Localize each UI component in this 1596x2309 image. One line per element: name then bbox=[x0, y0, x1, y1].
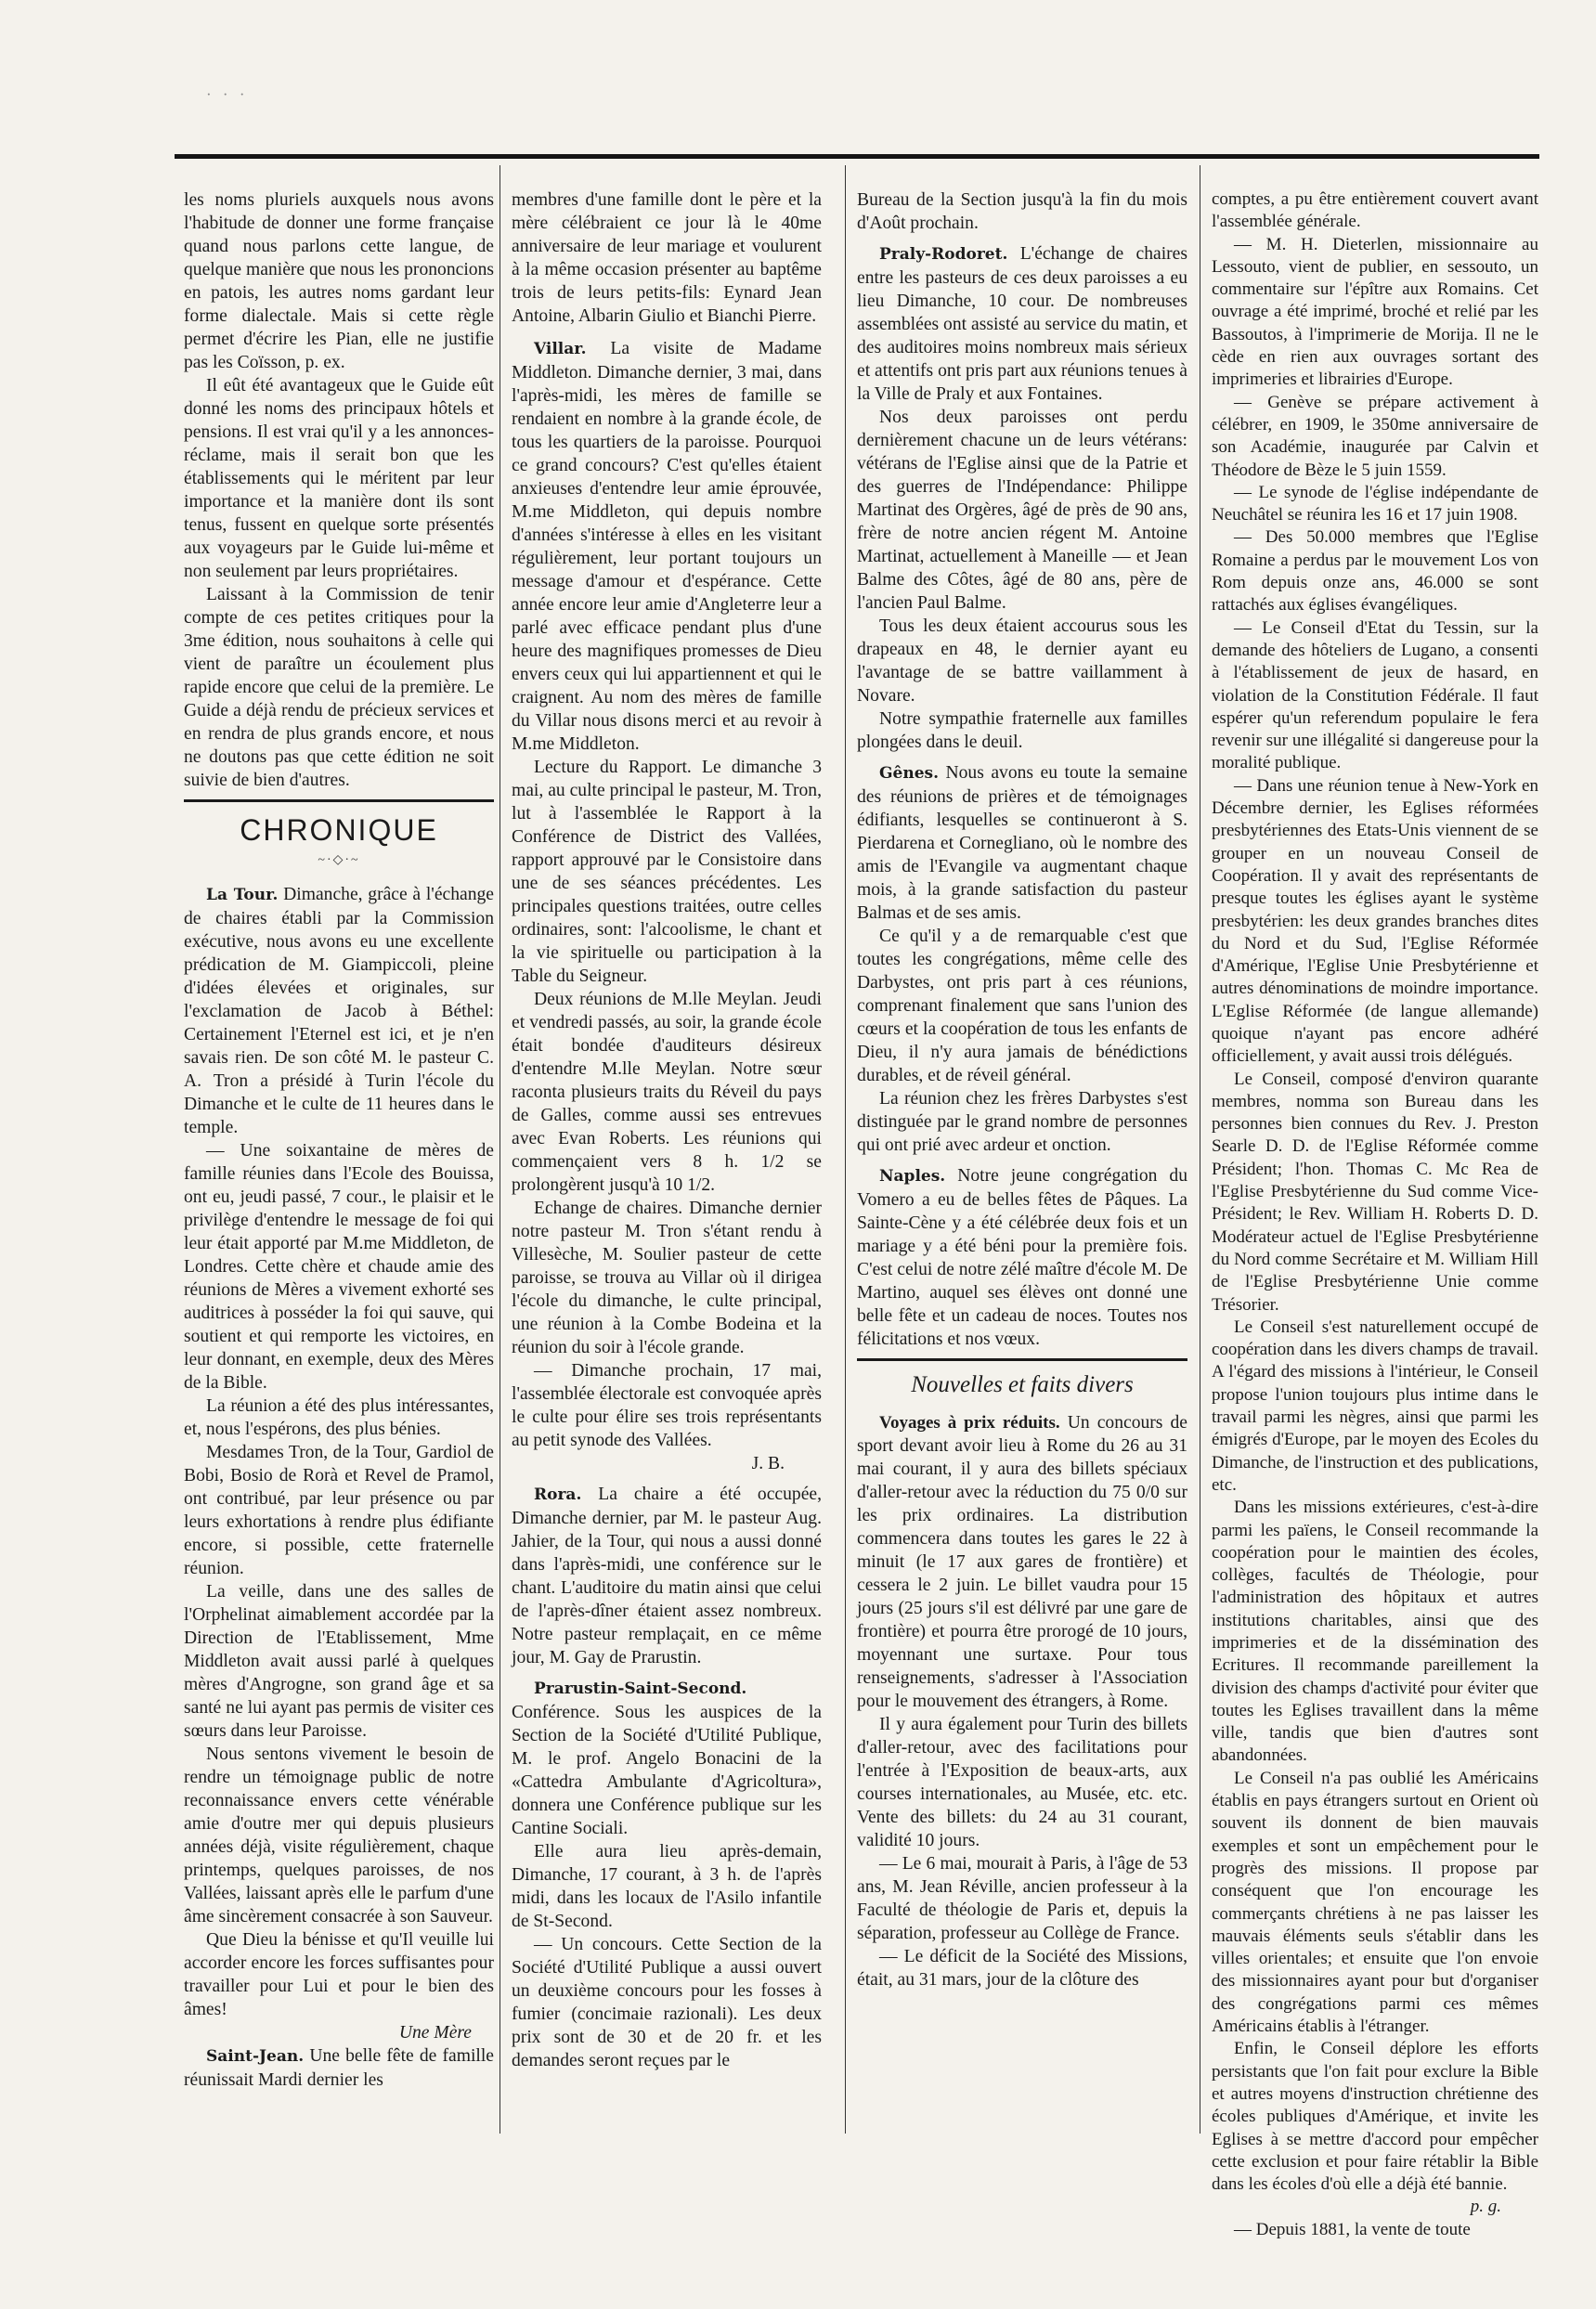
paragraph: — Le 6 mai, mourait à Paris, à l'âge de 53 ans, M. Jean Réville, ancien professeur à la Faculté de théologie de Paris et, depuis la séparation, professeur au Collège de France. bbox=[857, 1854, 1187, 1943]
paragraph: Nos deux paroisses ont perdu dernièrement chacune un de leurs vétérans: vétérans de l'Eglise ainsi que de la Patrie et des guerres de l'Indépendance: Philippe Martinat des Orgères, âgé de près de 90 ans, frère de notre ancien régent M. Antoine Martinat, actuellement à Maneille — et Jean Balme des Côtes, âgé de 80 ans, père de l'ancien Paul Balme. bbox=[857, 408, 1187, 613]
entry-lead: Praly-Rodoret. bbox=[879, 245, 1008, 264]
paragraph: Gênes. Nous avons eu toute la semaine des réunions de prières et de témoignages édifiants, lesquelles se continueront à S. Pierdarena et Cornegliano, où le nombre des amis de l'Evangile va augmentant chaque mois, à la grande satisfaction du pasteur Balmas et de ses amis. bbox=[857, 763, 1187, 923]
paragraph: Echange de chaires. Dimanche dernier notre pasteur M. Tron s'étant rendu à Villesèche, M. Soulier pasteur de cette paroisse, se trouva au Villar où il dirigea l'école du dimanche, le culte principal, une réunion à la Combe Bodeina et la réunion du soir à l'école grande. bbox=[512, 1199, 822, 1357]
paragraph: — Un concours. Cette Section de la Société d'Utilité Publique a aussi ouvert un deuxième concours pour les fosses à fumier (concimaie razionali). Les deux prix sont de 30 et de 20 fr. et les demandes seront reçues par le bbox=[512, 1935, 822, 2070]
paragraph: — M. H. Dieterlen, missionnaire au Lessouto, vient de publier, en sessouto, un commentaire sur l'épître aux Romains. Cet ouvrage a été imprimé, broché et relié par les Bassoutos, à l'imprimerie de Morija. Il ne le cède en rien aux ouvrages sortant des imprimeries et librairies d'Europe. bbox=[1212, 234, 1538, 390]
chronique-heading: CHRONIQUE bbox=[240, 813, 438, 847]
paragraph: Prarustin-Saint-Second. Conférence. Sous les auspices de la Section de la Société d'Utilité Publique, M. le prof. Angelo Bonacini de la «Cattedra Ambulante d'Agricoltura», donnera une Conférence publique sur les Cantine Sociali. bbox=[512, 1680, 822, 1838]
ornament: ~·◇·~ bbox=[318, 853, 360, 867]
paragraph: — Genève se prépare activement à célébrer, en 1909, le 350me anniversaire de son Académie, inaugurée par Calvin et Théodore de Bèze le 5 juin 1559. bbox=[1212, 392, 1538, 480]
entry-lead: Gênes. bbox=[879, 764, 939, 783]
paragraph: Que Dieu la bénisse et qu'Il veuille lui accorder encore les forces suffisantes pour travailler pour Lui et pour le bien des âmes! bbox=[184, 1930, 494, 2019]
paragraph: Elle aura lieu après-demain, Dimanche, 17 courant, à 3 h. de l'après midi, dans les locaux de l'Asilo infantile de St-Second. bbox=[512, 1842, 822, 1931]
entry-lead: Voyages à prix réduits. bbox=[879, 1413, 1060, 1433]
column-4 bbox=[1212, 188, 1538, 2241]
paragraph: — Dans une réunion tenue à New-York en Décembre dernier, les Eglises réformées presbytériennes des Etats-Unis viennent de se grouper en un nouveau Conseil de Coopération. Il y avait des représentants de presque toutes les églises ayant le système presbytérien: les deux grandes branches dites du Nord et du Sud, l'Eglise Réformée d'Amérique, l'Eglise Unie Presbytérienne et autres dénominations de moindre importance. L'Eglise Réformée (de langue allemande) quoique n'ayant pas encore adhéré officiellement, y avait aussi trois délégués. bbox=[1212, 775, 1538, 1067]
paragraph: Le Conseil n'a pas oublié les Américains établis en pays étrangers surtout en Orient où souvent ils donnent de bien mauvais exemples et sont un empêchement pour le progrès des missions. Il propose par conséquent que l'on encourage les commerçants chrétiens à ne pas laisser les mauvais éléments seuls s'établir dans les villes orientales; et ensuite que l'on envoie des missionnaires ayant pour but d'organiser des congrégations parmi ces mêmes Américains établis à l'étranger. bbox=[1212, 1768, 1538, 2037]
paragraph: Villar. La visite de Madame Middleton. Dimanche dernier, 3 mai, dans l'après-midi, les mères de famille se rendaient en nombre à la grande école, de tous les quartiers de la paroisse. Pourquoi ce grand concours? C'est qu'elles étaient anxieuses d'entendre leur amie éprouvée, M.me Middleton, qui depuis nombre d'années s'intéresse à elles en les visitant régulièrement, leur portant toujours un message d'amour et d'espérance. Cette année encore leur amie d'Angleterre leur a parlé avec efficace pendant plus d'une heure des magnifiques promesses de Dieu envers ceux qui lui appartiennent et qui le craignent. Au nom des mères de famille du Villar nous disons merci et au revoir à M.me Middleton. bbox=[512, 339, 822, 754]
paragraph: La réunion a été des plus intéressantes, et, nous l'espérons, des plus bénies. bbox=[184, 1396, 494, 1439]
paragraph: — Une soixantaine de mères de famille réunies dans l'Ecole des Bouissa, ont eu, jeudi passé, 7 cour., le plaisir et le privilège d'entendre le message de foi qui leur était apporté par M.me Middleton, de Londres. Cette chère et chaude amie des réunions de Mères a vivement exhorté ses auditrices à posséder la foi qui sauve, qui soutient et qui remporte les victoires, en leur donnant, en exemple, deux des Mères de la Bible. bbox=[184, 1141, 494, 1393]
column-2 bbox=[512, 188, 822, 2072]
paragraph: Rora. La chaire a été occupée, Dimanche dernier, par M. le pasteur Aug. Jahier, de la Tour, qui nous a aussi donné dans l'après-midi, une conférence sur le chant. L'auditoire du matin ainsi que celui de l'après-dîner étaient assez nombreux. Notre pasteur remplaçait, en ce même jour, M. Gay de Prarustin. bbox=[512, 1485, 822, 1667]
paragraph: Mesdames Tron, de la Tour, Gardiol de Bobi, Bosio de Rorà et Revel de Pramol, ont contribué, par leur présence ou par leurs exhortations à rendre plus édifiante encore, si possible, cette fraternelle réunion. bbox=[184, 1443, 494, 1578]
paragraph: La réunion chez les frères Darbystes s'est distinguée par le grand nombre de personnes qui ont prié avec ardeur et onction. bbox=[857, 1089, 1187, 1155]
paragraph: La veille, dans une des salles de l'Orphelinat aimablement accordée par la Direction de l'Etablissement, Mme Middleton avait aussi parlé à quelques mères d'Angrogne, son grand âge et sa santé ne lui ayant pas permis de visiter ces sœurs dans leur Paroisse. bbox=[184, 1582, 494, 1741]
paragraph: Dans les missions extérieures, c'est-à-dire parmi les païens, le Conseil recommande la coopération pour le maintien des écoles, collèges, facultés de Théologie, pour l'administration des hôpitaux et autres institutions charitables, ainsi que des imprimeries et de la dissémination des Ecritures. Il recommande pareillement la division des champs d'activité pour éviter que toutes les Eglises travaillent dans la même ville, tandis que bien d'autres sont abandonnées. bbox=[1212, 1498, 1538, 1766]
entry-lead: La Tour. bbox=[206, 886, 279, 904]
paragraph: — Le Conseil d'Etat du Tessin, sur la demande des hôteliers de Lugano, a consenti à l'établissement de jeux de hasard, en violation de la Constitution Fédérale. Il faut espérer qu'un referendum populaire le fera revenir sur une illégalité si dangereuse pour la moralité publique. bbox=[1212, 617, 1538, 773]
column-3 bbox=[857, 188, 1187, 1991]
initials: p. g. bbox=[1470, 2197, 1501, 2217]
initials: J. B. bbox=[751, 1454, 785, 1473]
paragraph: — Des 50.000 membres que l'Eglise Romaine a perdus par le mouvement Los von Rom depuis onze ans, 46.000 se sont rattachés aux églises évangéliques. bbox=[1212, 527, 1538, 616]
paragraph: Tous les deux étaient accourus sous les drapeaux en 48, le dernier ayant eu l'avantage de se battre vaillamment à Novare. bbox=[857, 616, 1187, 706]
paragraph: Laissant à la Commission de tenir compte de ces petites critiques pour la 3me édition, nous souhaitons à celle qui vient de paraître un écoulement plus rapide encore que celui de la première. Le Guide a déjà rendu de précieux services et en rendra de plus grands encore, et nous ne doutons pas que cette édition ne soit suivie de bien d'autres. bbox=[184, 585, 494, 790]
paragraph: — Dimanche prochain, 17 mai, l'assemblée électorale est convoquée après le culte pour élire ses trois représentants au petit synode des Vallées. bbox=[512, 1361, 822, 1450]
column-divider bbox=[845, 165, 846, 2134]
entry-lead: Rora. bbox=[534, 1485, 582, 1504]
paragraph: Enfin, le Conseil déplore les efforts persistants que l'on fait pour exclure la Bible et autres moyens d'instruction chrétienne des écoles publiques d'Amérique, et invite les Eglises à se mettre d'accord pour empêcher cette exclusion et pour faire rétablir la Bible dans les écoles d'où elle a déjà été bannie. bbox=[1212, 2039, 1538, 2195]
paragraph: Lecture du Rapport. Le dimanche 3 mai, au culte principal le pasteur, M. Tron, lut à l'assemblée le Rapport à la Conférence de District des Vallées, rapport approuvé par le Consistoire dans une de ses séances précédentes. Les principales questions traitées, outre celles ordinaires, sont: l'alcoolisme, le chant et la vie spirituelle ou participation à la Table du Seigneur. bbox=[512, 758, 822, 986]
section-rule bbox=[184, 799, 494, 802]
paragraph: — Le déficit de la Société des Missions, était, au 31 mars, jour de la clôture des bbox=[857, 1947, 1187, 1990]
paragraph: Saint-Jean. Une belle fête de famille réunissait Mardi dernier les bbox=[184, 2046, 494, 2090]
paragraph: Il y aura également pour Turin des billets d'aller-retour, avec des facilitations pour l'entrée à l'Exposition de beaux-arts, aux courses internationales, au Musée, etc. etc. Vente des billets: du 24 au 31 courant, validité 10 jours. bbox=[857, 1715, 1187, 1850]
paragraph: membres d'une famille dont le père et la mère célébraient ce jour là le 40me anniversaire de leur mariage et voulurent à la même occasion présenter au baptême trois de leurs petits-fils: Eynard Jean Antoine, Albarin Giulio et Bianchi Pierre. bbox=[512, 190, 822, 326]
paragraph: Voyages à prix réduits. Un concours de sport devant avoir lieu à Rome du 26 au 31 mai courant, il y aura des billets spéciaux d'aller-retour avec la réduction du 75 0/0 sur les prix ordinaires. La distribution commencera dans toutes les gares le 22 à minuit (le 17 aux gares de frontière) et cessera le 2 juin. Le billet vaudra pour 15 jours (25 jours s'il est délivré par une gare de frontière) et pourra être prorogé de 10 jours, moyennant une surtaxe. Pour tous renseignements, s'adresser à l'Association pour le mouvement des étrangers, à Rome. bbox=[857, 1413, 1187, 1711]
paragraph: comptes, a pu être entièrement couvert avant l'assemblée générale. bbox=[1212, 189, 1538, 232]
nouvelles-heading: Nouvelles et faits divers bbox=[911, 1372, 1134, 1397]
entry-lead: Naples. bbox=[879, 1167, 946, 1186]
paragraph: Il eût été avantageux que le Guide eût donné les noms des principaux hôtels et pensions. Il est vrai qu'il y a les annonces-réclame, mais il serait bon que les établissements qui le méritent par leur importance et la manière dont ils sont tenus, fussent en quelque sorte présentés aux voyageurs par le Guide lui-même et non seulement par leurs propriétaires. bbox=[184, 376, 494, 581]
paragraph: Bureau de la Section jusqu'à la fin du mois d'Août prochain. bbox=[857, 190, 1187, 233]
column-1 bbox=[184, 188, 494, 2092]
entry-lead: Prarustin-Saint-Second. bbox=[534, 1680, 747, 1698]
paragraph: Nous sentons vivement le besoin de rendre un témoignage public de notre reconnaissance envers cette vénérable amie d'outre mer qui depuis plusieurs années déjà, visite régulièrement, chaque printemps, quelques paroisses, de nos Vallées, laissant après elle le parfum d'une âme sincèrement consacrée à son Sauveur. bbox=[184, 1745, 494, 1926]
paragraph: les noms pluriels auxquels nous avons l'habitude de donner une forme française quand nous parlons cette langue, de quelque manière que nous les prononcions en patois, les autres noms gardant leur forme dialectale. Mais si cette règle permet d'écrire les Pian, elle ne justifie pas les Coïsson, p. ex. bbox=[184, 190, 494, 372]
entry-lead: Saint-Jean. bbox=[206, 2047, 305, 2066]
signature: Une Mère bbox=[398, 2023, 472, 2043]
paragraph: La Tour. Dimanche, grâce à l'échange de chaires établi par la Commission exécutive, nous avons eu une excellente prédication de M. Giampiccoli, pleine d'idées élevées et originales, sur l'exclamation de Jacob à Béthel: Certainement l'Eternel est ici, et je n'en savais rien. De son côté M. le pasteur C. A. Tron a présidé à Turin l'école du Dimanche et le culte de 11 heures dans le temple. bbox=[184, 885, 494, 1137]
paragraph: — Depuis 1881, la vente de toute bbox=[1234, 2219, 1471, 2239]
paragraph: Naples. Notre jeune congrégation du Vomero a eu de belles fêtes de Pâques. La Sainte-Cène y a été célébrée deux fois et un mariage y a été béni pour la première fois. C'est celui de notre zélé maître d'école M. De Martino, auquel ses élèves ont donné une belle fête et un cadeau de noces. Toutes nos félicitations et nos vœux. bbox=[857, 1166, 1187, 1349]
paragraph: Ce qu'il y a de remarquable c'est que toutes les congrégations, même celle des Darbystes, ont pris part à ces réunions, comprenant finalement que sans l'union des cœurs et la coopération de tous les enfants de Dieu, il n'y aura jamais de bénédictions durables, et de réveil général. bbox=[857, 927, 1187, 1085]
paragraph: Le Conseil, composé d'environ quarante membres, nomma son Bureau dans les personnes bien connues du Rev. J. Preston Searle D. D. de l'Eglise Réformée comme Président; l'hon. Thomas C. Mc Rea de l'Eglise Presbytérienne du Sud comme Vice-Président; le Rev. William H. Roberts D. D. Modérateur actuel de l'Eglise Presbytérienne du Nord comme Secrétaire et M. William Hill de l'Eglise Presbytérienne Unie comme Trésorier. bbox=[1212, 1069, 1538, 1315]
paragraph: Notre sympathie fraternelle aux familles plongées dans le deuil. bbox=[857, 709, 1187, 752]
paragraph: Praly-Rodoret. L'échange de chaires entre les pasteurs de ces deux paroisses a eu lieu Dimanche, 10 cour. De nombreuses assemblées ont assisté au service du matin, et des auditoires moins nombreux mais sérieux et attentifs ont pris part aux réunions tenues à la Ville de Praly et aux Fontaines. bbox=[857, 244, 1187, 404]
paragraph: — Le synode de l'église indépendante de Neuchâtel se réunira les 16 et 17 juin 1908. bbox=[1212, 482, 1538, 525]
entry-lead: Villar. bbox=[534, 340, 587, 358]
paragraph: Le Conseil s'est naturellement occupé de coopération dans les divers champs de travail. A l'égard des missions à l'intérieur, le Conseil propose l'union toujours plus intime dans le travail parmi les nègres, ainsi que parmi les émigrés d'Europe, par le moyen des Ecoles du Dimanche, de l'instruction et des publications, etc. bbox=[1212, 1317, 1538, 1495]
page-header-mark: · · · bbox=[206, 85, 249, 103]
top-rule bbox=[175, 154, 1539, 159]
section-rule bbox=[857, 1358, 1187, 1361]
paragraph: Deux réunions de M.lle Meylan. Jeudi et vendredi passés, au soir, la grande école était bondée d'auditeurs désireux d'entendre M.lle Meylan. Notre sœur raconta plusieurs traits du Réveil du pays de Galles, comme aussi ses entrevues avec Evan Roberts. Les réunions qui commençaient vers 8 h. 1/2 se prolongèrent jusqu'à 10 1/2. bbox=[512, 990, 822, 1195]
